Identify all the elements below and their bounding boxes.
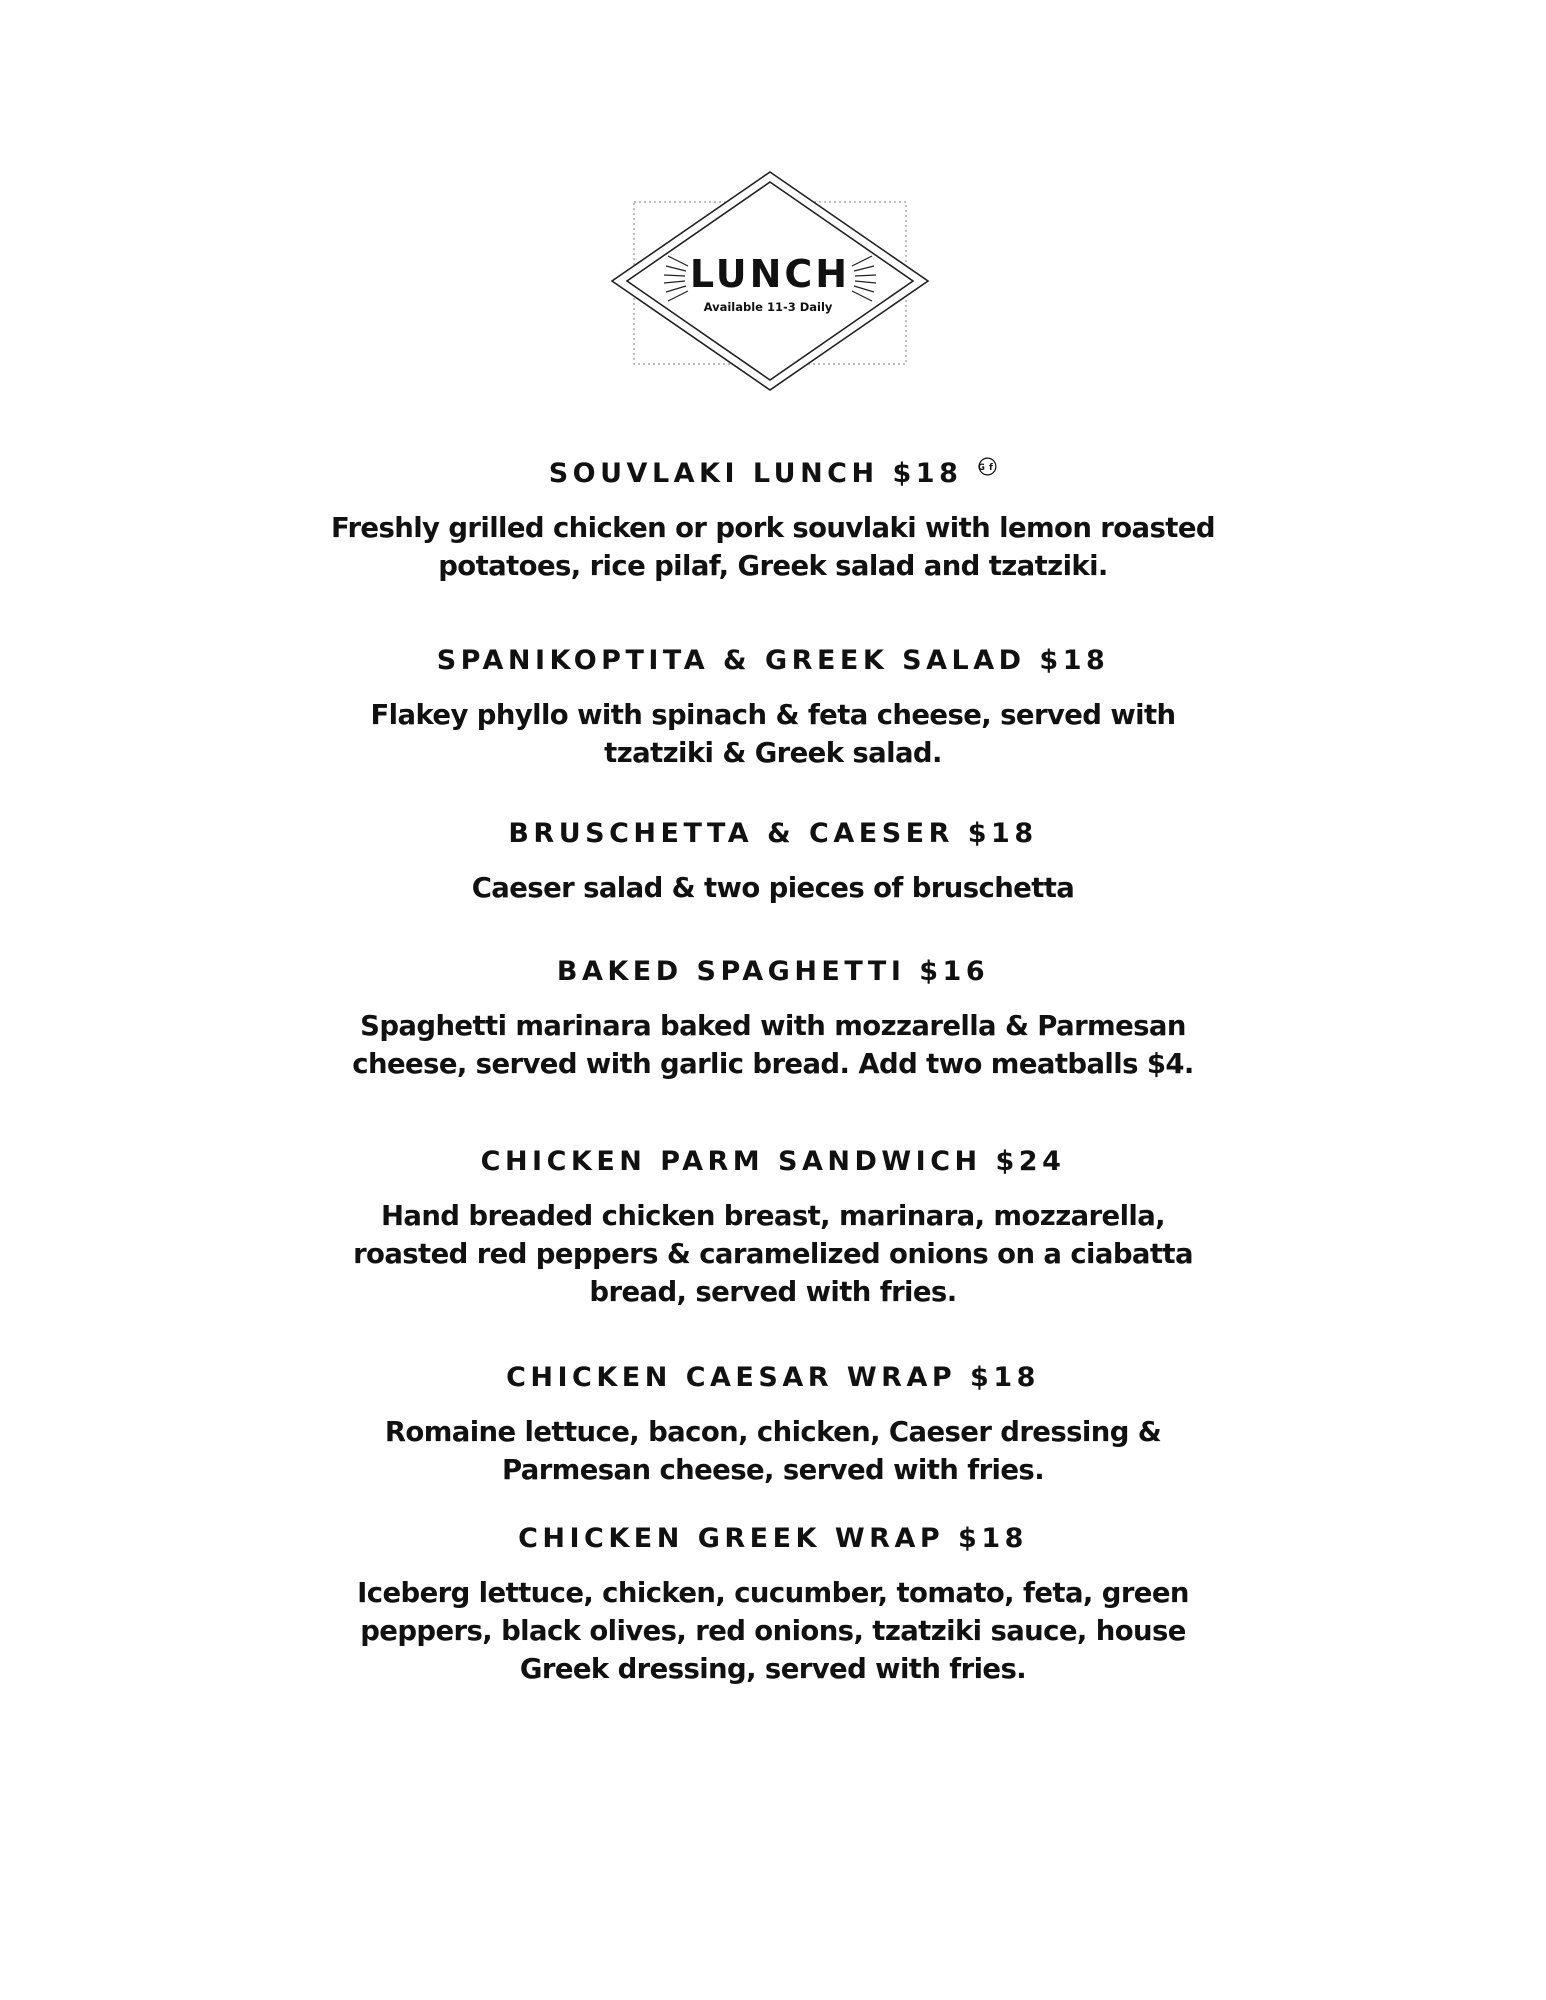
menu-item-caesar-wrap [0, 1361, 1546, 1489]
gluten-free-label: Gf [978, 462, 998, 473]
description-line: potatoes, rice pilaf, Greek salad and tzatziki. [438, 550, 1108, 582]
item-description [0, 1197, 1546, 1311]
description-line: Parmesan cheese, served with fries. [501, 1454, 1045, 1486]
item-title: CHICKEN CAESAR WRAP $18 [506, 1362, 1040, 1393]
badge-title: LUNCH [689, 252, 851, 296]
menu-item-souvlaki [0, 457, 1546, 585]
description-line: Spaghetti marinara baked with mozzarella & Parmesan [360, 1010, 1186, 1042]
description-line: Flakey phyllo with spinach & feta cheese, served with [370, 699, 1176, 731]
item-description [0, 869, 1546, 907]
badge-subtitle: Available 11-3 Daily [703, 300, 833, 314]
gluten-free-icon [978, 457, 997, 476]
item-title: CHICKEN GREEK WRAP $18 [518, 1523, 1028, 1554]
item-title: CHICKEN PARM SANDWICH $24 [480, 1146, 1066, 1177]
description-line: Romaine lettuce, bacon, chicken, Caeser dressing & [384, 1416, 1162, 1448]
item-title: BAKED SPAGHETTI $16 [556, 956, 990, 987]
item-title: SPANIKOPTITA & GREEK SALAD $18 [436, 645, 1110, 676]
description-line: cheese, served with garlic bread. Add two meatballs $4. [352, 1048, 1194, 1080]
item-description [0, 696, 1546, 772]
item-description [0, 1413, 1546, 1489]
menu-item-chicken-parm [0, 1145, 1546, 1311]
description-line: Greek dressing, served with fries. [519, 1653, 1027, 1685]
description-line: Freshly grilled chicken or pork souvlaki with lemon roasted [331, 512, 1215, 544]
description-line: Caeser salad & two pieces of bruschetta [471, 872, 1075, 904]
item-title: BRUSCHETTA & CAESER $18 [508, 818, 1038, 849]
item-description [0, 1574, 1546, 1688]
item-description [0, 1007, 1546, 1083]
item-title [0, 457, 1546, 491]
menu-item-spanikoptita [0, 644, 1546, 772]
item-description [0, 509, 1546, 585]
description-line: roasted red peppers & caramelized onions on a ciabatta [353, 1238, 1193, 1270]
description-line: peppers, black olives, red onions, tzatziki sauce, house [360, 1615, 1186, 1647]
description-line: Hand breaded chicken breast, marinara, mozzarella, [380, 1200, 1166, 1232]
description-line: tzatziki & Greek salad. [604, 737, 942, 769]
description-line: bread, served with fries. [589, 1276, 957, 1308]
menu-item-bruschetta [0, 817, 1546, 907]
item-title-text: SOUVLAKI LUNCH $18 [548, 458, 963, 489]
description-line: Iceberg lettuce, chicken, cucumber, tomato, feta, green [357, 1577, 1189, 1609]
menu-item-greek-wrap [0, 1522, 1546, 1688]
menu-item-baked-spaghetti [0, 955, 1546, 1083]
